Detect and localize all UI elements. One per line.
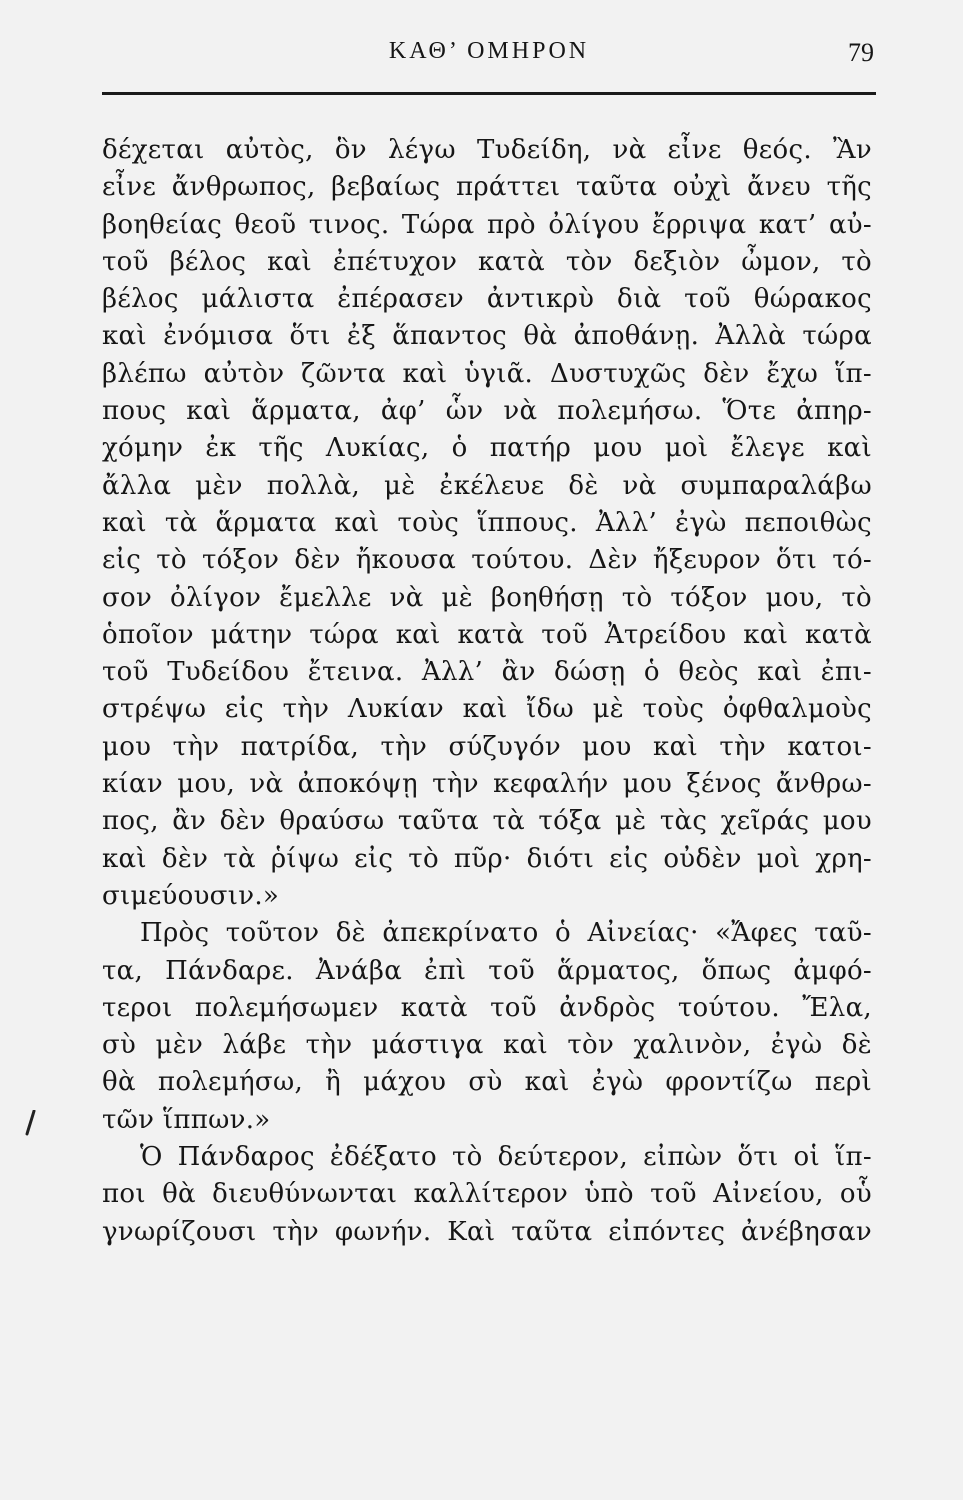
header-rule	[102, 92, 876, 95]
text-line: τοῦ βέλος καὶ ἐπέτυχον κατὰ τὸν δεξιὸν ὦμον, τὸ	[102, 246, 872, 277]
page-number: 79	[848, 38, 874, 67]
text-line: πος, ἂν δὲν θραύσω ταῦτα τὰ τόξα μὲ τὰς χεῖράς μου	[102, 806, 872, 837]
text-line: ὁποῖον μάτην τώρα καὶ κατὰ τοῦ Ἀτρείδου καὶ κατὰ	[102, 619, 872, 650]
text-line: σιμεύουσιν.»	[102, 880, 280, 911]
text-line: εἶνε ἄνθρωπος, βεβαίως πράττει ταῦτα οὐχὶ ἄνευ τῆς	[102, 172, 872, 203]
text-line: καὶ ἐνόμισα ὅτι ἐξ ἅπαντος θὰ ἀποθάνῃ. Ἀλλὰ τώρα	[102, 321, 872, 352]
text-line: Πρὸς τοῦτον δὲ ἀπεκρίνατο ὁ Αἰνείας· «Ἄφες ταῦ-	[140, 918, 872, 949]
text-line: βέλος μάλιστα ἐπέρασεν ἀντικρὺ διὰ τοῦ θώρακος	[102, 284, 872, 315]
text-line: βοηθείας θεοῦ τινος. Τώρα πρὸ ὀλίγου ἔρριψα κατ’ αὐ-	[102, 209, 872, 240]
text-line: μου τὴν πατρίδα, τὴν σύζυγόν μου καὶ τὴν κατοι-	[102, 731, 872, 762]
text-line: καὶ τὰ ἅρματα καὶ τοὺς ἵππους. Ἀλλ’ ἐγὼ πεποιθὼς	[102, 507, 872, 538]
text-line: γνωρίζουσι τὴν φωνήν. Καὶ ταῦτα εἰπόντες ἀνέβησαν	[102, 1216, 872, 1247]
text-line: χόμην ἐκ τῆς Λυκίας, ὁ πατήρ μου μοὶ ἔλεγε καὶ	[102, 433, 872, 464]
text-line: ἄλλα μὲν πολλὰ, μὲ ἐκέλευε δὲ νὰ συμπαραλάβω	[102, 470, 872, 501]
body-text	[102, 132, 872, 1251]
text-line: τα, Πάνδαρε. Ἀνάβα ἐπὶ τοῦ ἅρματος, ὅπως ἀμφό-	[102, 955, 872, 986]
text-line: καὶ δὲν τὰ ῥίψω εἰς τὸ πῦρ· διότι εἰς οὐδὲν μοὶ χρη-	[102, 843, 872, 874]
text-line: τεροι πολεμήσωμεν κατὰ τοῦ ἀνδρὸς τούτου. Ἔλα,	[102, 992, 872, 1023]
margin-ink-mark	[24, 1110, 38, 1136]
text-line: βλέπω αὐτὸν ζῶντα καὶ ὑγιᾶ. Δυστυχῶς δὲν ἔχω ἵπ-	[102, 358, 872, 389]
text-line: εἰς τὸ τόξον δὲν ἤκουσα τούτου. Δὲν ἤξευρον ὅτι τό-	[102, 545, 872, 576]
text-line: στρέψω εἰς τὴν Λυκίαν καὶ ἴδω μὲ τοὺς ὀφθαλμοὺς	[102, 694, 872, 725]
text-line: ποι θὰ διευθύνωνται καλλίτερον ὑπὸ τοῦ Αἰνείου, οὗ	[102, 1179, 872, 1210]
text-line: σὺ μὲν λάβε τὴν μάστιγα καὶ τὸν χαλινὸν, ἐγὼ δὲ	[102, 1030, 872, 1061]
text-line: πους καὶ ἅρματα, ἀφ’ ὧν νὰ πολεμήσω. Ὅτε ἀπηρ-	[102, 396, 872, 427]
page-header	[100, 34, 878, 78]
text-line: κίαν μου, νὰ ἀποκόψῃ τὴν κεφαλήν μου ξένος ἄνθρω-	[102, 769, 872, 800]
running-title: ΚΑΘ’ ΟΜΗΡΟΝ	[388, 38, 590, 64]
text-line: τοῦ Τυδείδου ἔτεινα. Ἀλλ’ ἂν δώσῃ ὁ θεὸς καὶ ἐπι-	[102, 657, 872, 688]
text-line: σον ὀλίγον ἔμελλε νὰ μὲ βοηθήσῃ τὸ τόξον μου, τὸ	[102, 582, 872, 613]
text-line: θὰ πολεμήσω, ἢ μάχου σὺ καὶ ἐγὼ φροντίζω περὶ	[102, 1067, 872, 1098]
text-line: τῶν ἵππων.»	[102, 1104, 271, 1135]
text-line: Ὁ Πάνδαρος ἐδέξατο τὸ δεύτερον, εἰπὼν ὅτι οἱ ἵπ-	[140, 1142, 872, 1173]
text-line: δέχεται αὐτὸς, ὃν λέγω Τυδείδη, νὰ εἶνε θεός. Ἂν	[102, 135, 872, 165]
